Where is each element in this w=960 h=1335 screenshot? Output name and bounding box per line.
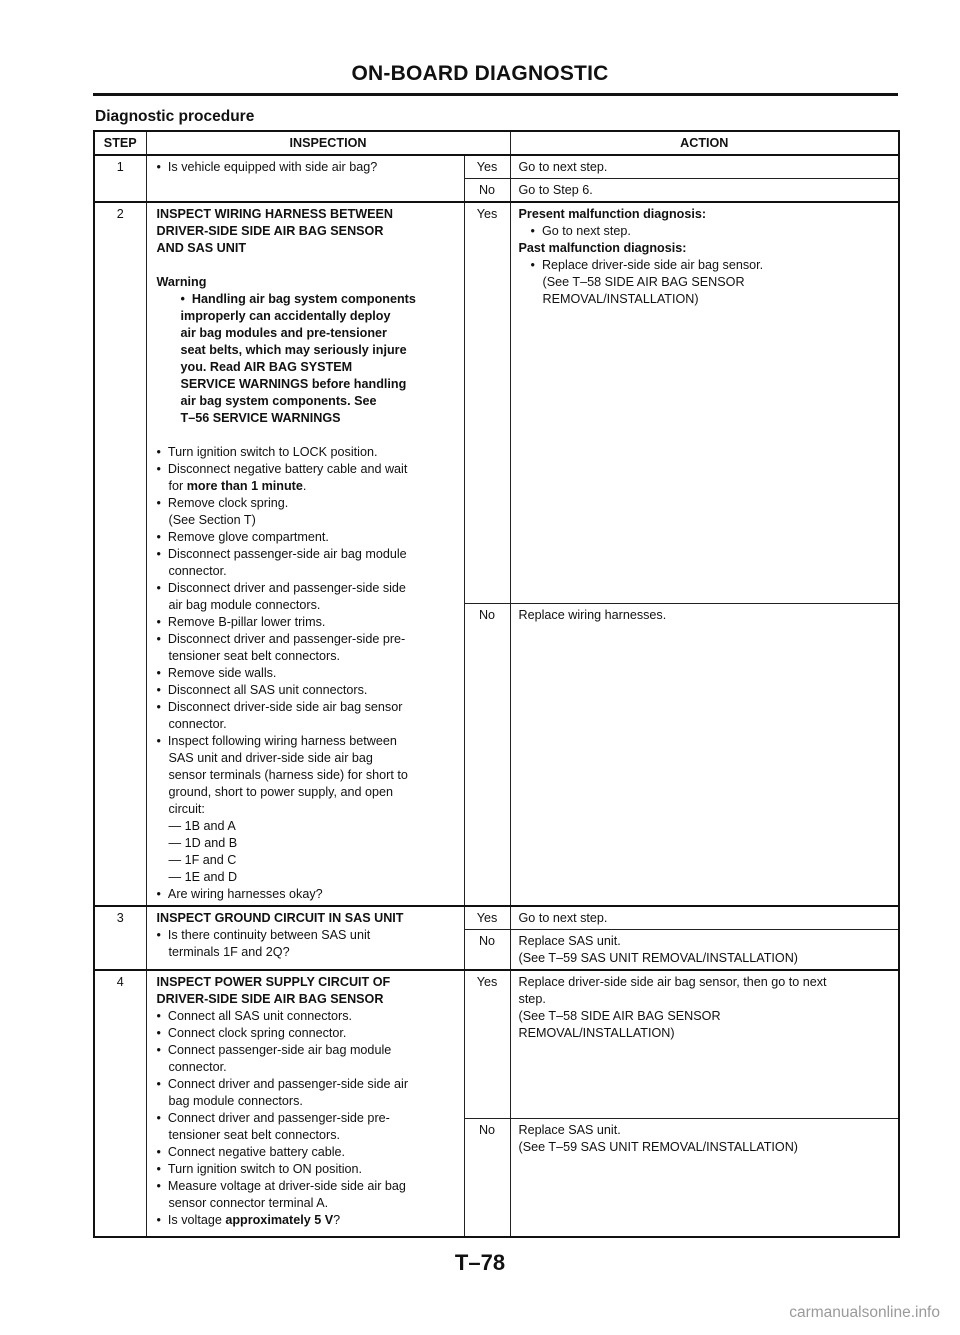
action-text: Replace driver-side side air bag sensor, then go to next — [518, 975, 827, 989]
action-text: Replace SAS unit. — [518, 1122, 621, 1137]
warning-text — [157, 291, 458, 427]
inspection-item: • Is there continuity between SAS unit — [157, 927, 458, 944]
inspection-item: • Remove glove compartment. — [157, 529, 458, 546]
inspection-item-cont: sensor terminals (harness side) for short to — [168, 768, 408, 782]
inspection-item-cont: terminals 1F and 2Q? — [168, 945, 290, 959]
inspection-item-cont: circuit: — [168, 802, 205, 816]
yes-label: Yes — [464, 202, 510, 604]
step-1-yes-row — [94, 155, 899, 179]
inspection-item: • Connect all SAS unit connectors. — [157, 1008, 458, 1025]
action-item: • Replace driver-side side air bag sensor. — [519, 257, 893, 274]
yes-label: Yes — [464, 155, 510, 179]
inspection-item: • Measure voltage at driver-side side air bag — [157, 1178, 458, 1195]
no-label: No — [464, 930, 510, 971]
column-header-inspection: INSPECTION — [146, 131, 510, 155]
inspection-item: • Remove side walls. — [157, 665, 458, 682]
warning-line: T–56 SERVICE WARNINGS — [180, 411, 341, 425]
step-2-yes-action — [510, 202, 899, 604]
step-1-inspection — [146, 155, 464, 202]
step-4-inspection — [146, 970, 464, 1237]
inspection-item-cont: connector. — [168, 564, 227, 578]
inspection-item: • Remove B-pillar lower trims. — [157, 614, 458, 631]
step-number: 2 — [94, 202, 146, 906]
warning-line: seat belts, which may seriously injure — [180, 343, 407, 357]
step-heading: DRIVER-SIDE SIDE AIR BAG SENSOR — [156, 992, 384, 1006]
inspection-item: • Disconnect driver and passenger-side pre- — [157, 631, 458, 648]
inspection-item: • Are wiring harnesses okay? — [157, 886, 458, 903]
inspection-item: • Inspect following wiring harness between — [157, 733, 458, 750]
warning-title: Warning — [156, 275, 207, 289]
no-label: No — [464, 604, 510, 906]
inspection-item-cont: connector. — [168, 1060, 227, 1074]
watermark: carmanualsonline.info — [789, 1304, 940, 1321]
table-header-row — [94, 131, 899, 155]
action-reference: (See T–59 SAS UNIT REMOVAL/INSTALLATION) — [518, 951, 798, 965]
action-reference: (See T–59 SAS UNIT REMOVAL/INSTALLATION) — [518, 1139, 798, 1154]
inspection-item: • Is voltage approximately 5 V? — [157, 1212, 458, 1229]
inspection-item: • Connect negative battery cable. — [157, 1144, 458, 1161]
terminal-pair: — 1F and C — [157, 852, 458, 869]
inspection-item: • Connect driver and passenger-side pre- — [157, 1110, 458, 1127]
inspection-item-cont: bag module connectors. — [168, 1094, 303, 1108]
inspection-item-cont: tensioner seat belt connectors. — [168, 1128, 341, 1142]
inspection-item: • Connect driver and passenger-side side air — [157, 1076, 458, 1093]
step-heading: DRIVER-SIDE SIDE AIR BAG SENSOR — [156, 224, 384, 238]
inspection-item: • Connect passenger-side air bag module — [157, 1042, 458, 1059]
action-text: Go to next step. — [510, 155, 899, 179]
inspection-item-cont: tensioner seat belt connectors. — [168, 649, 341, 663]
warning-line: improperly can accidentally deploy — [180, 309, 391, 323]
past-malfunction-title: Past malfunction diagnosis: — [518, 241, 687, 255]
step-heading: INSPECT POWER SUPPLY CIRCUIT OF — [156, 975, 391, 989]
step-4-yes-row — [94, 970, 899, 1118]
action-reference: REMOVAL/INSTALLATION) — [542, 292, 699, 306]
warning-line: • Handling air bag system components — [181, 291, 458, 308]
inspection-item: • Is vehicle equipped with side air bag? — [157, 159, 458, 176]
step-heading: INSPECT WIRING HARNESS BETWEEN — [156, 207, 393, 221]
action-item: • Go to next step. — [519, 223, 893, 240]
column-header-action: ACTION — [510, 131, 899, 155]
step-2-yes-row — [94, 202, 899, 604]
no-label: No — [464, 179, 510, 203]
step-4-no-action — [510, 1118, 899, 1237]
page-number: T–78 — [454, 1250, 506, 1275]
step-number: 4 — [94, 970, 146, 1237]
inspection-item: • Disconnect negative battery cable and wait — [157, 461, 458, 478]
step-3-inspection — [146, 906, 464, 970]
step-number: 1 — [94, 155, 146, 202]
inspection-item: • Disconnect all SAS unit connectors. — [157, 682, 458, 699]
diagnostic-table — [93, 130, 900, 1238]
action-text: Go to next step. — [510, 906, 899, 930]
inspection-item-cont: (See Section T) — [168, 513, 256, 527]
step-heading: AND SAS UNIT — [156, 241, 247, 255]
inspection-item: • Connect clock spring connector. — [157, 1025, 458, 1042]
present-malfunction-title: Present malfunction diagnosis: — [518, 207, 707, 221]
inspection-item: • Turn ignition switch to LOCK position. — [157, 444, 458, 461]
step-2-inspection — [146, 202, 464, 906]
yes-label: Yes — [464, 906, 510, 930]
inspection-item-cont: for more than 1 minute. — [168, 479, 307, 493]
inspection-item: • Disconnect driver and passenger-side side — [157, 580, 458, 597]
terminal-pair: — 1E and D — [157, 869, 458, 886]
warning-line: you. Read AIR BAG SYSTEM — [180, 360, 353, 374]
page-header: ON-BOARD DIAGNOSTIC — [351, 62, 609, 85]
inspection-item: • Remove clock spring. — [157, 495, 458, 512]
step-number: 3 — [94, 906, 146, 970]
action-text: Go to Step 6. — [510, 179, 899, 203]
warning-line: air bag system components. See — [180, 394, 377, 408]
inspection-item: • Turn ignition switch to ON position. — [157, 1161, 458, 1178]
step-3-no-action — [510, 930, 899, 971]
inspection-item-cont: sensor connector terminal A. — [168, 1196, 329, 1210]
step-3-yes-row — [94, 906, 899, 930]
action-reference: (See T–58 SIDE AIR BAG SENSOR — [518, 1009, 721, 1023]
action-reference: REMOVAL/INSTALLATION) — [518, 1026, 675, 1040]
inspection-item: • Disconnect driver-side side air bag sensor — [157, 699, 458, 716]
yes-label: Yes — [464, 970, 510, 1118]
action-text: step. — [518, 992, 546, 1006]
step-4-yes-action — [510, 970, 899, 1118]
action-reference: (See T–58 SIDE AIR BAG SENSOR — [542, 275, 745, 289]
action-text: Replace wiring harnesses. — [510, 604, 899, 906]
warning-line: SERVICE WARNINGS before handling — [180, 377, 407, 391]
inspection-item-cont: SAS unit and driver-side side air bag — [168, 751, 373, 765]
action-text: Replace SAS unit. — [518, 934, 621, 948]
terminal-pair: — 1B and A — [157, 818, 458, 835]
column-header-step: STEP — [94, 131, 146, 155]
inspection-item: • Disconnect passenger-side air bag module — [157, 546, 458, 563]
header-rule — [93, 93, 898, 96]
inspection-item-cont: air bag module connectors. — [168, 598, 321, 612]
no-label: No — [464, 1118, 510, 1237]
warning-line: air bag modules and pre-tensioner — [180, 326, 387, 340]
inspection-item-cont: connector. — [168, 717, 227, 731]
step-heading: INSPECT GROUND CIRCUIT IN SAS UNIT — [156, 911, 404, 925]
section-title: Diagnostic procedure — [95, 108, 255, 125]
terminal-pair: — 1D and B — [157, 835, 458, 852]
inspection-item-cont: ground, short to power supply, and open — [168, 785, 394, 799]
